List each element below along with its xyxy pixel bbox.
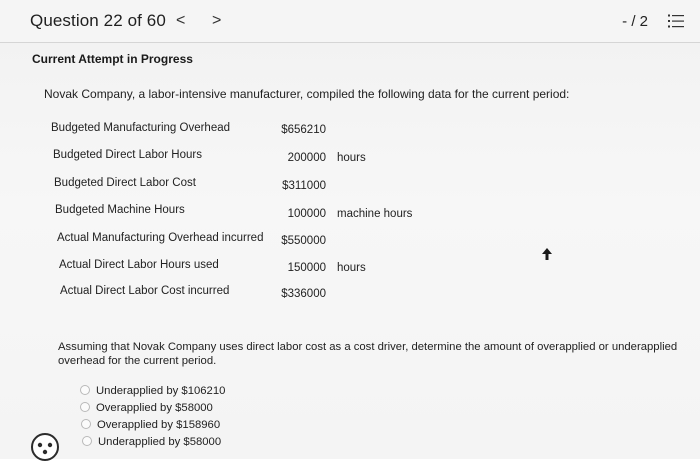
data-row-label: Budgeted Direct Labor Cost xyxy=(54,177,196,189)
answer-option-label: Underapplied by $106210 xyxy=(96,385,226,397)
answer-option-label: Overapplied by $58000 xyxy=(96,402,213,414)
radio-button[interactable] xyxy=(81,419,91,429)
mouse-pointer-icon xyxy=(542,248,552,260)
previous-question-button[interactable]: < xyxy=(176,12,186,29)
data-row-label: Budgeted Direct Labor Hours xyxy=(53,149,202,161)
attempt-status: Current Attempt in Progress xyxy=(32,52,193,66)
data-row-label: Actual Direct Labor Cost incurred xyxy=(60,285,230,297)
question-score: - / 2 xyxy=(622,13,648,30)
data-row-value: $336000 xyxy=(281,288,326,300)
radio-button[interactable] xyxy=(80,402,90,412)
data-row-value: 200000 xyxy=(287,152,326,164)
data-row-value: $550000 xyxy=(281,235,326,247)
data-row-label: Actual Direct Labor Hours used xyxy=(59,259,219,271)
data-row-unit: hours xyxy=(337,262,366,274)
question-list-icon[interactable] xyxy=(668,13,684,29)
answer-option-d[interactable] xyxy=(82,436,221,448)
data-row-label: Budgeted Manufacturing Overhead xyxy=(51,122,231,134)
data-row-unit: hours xyxy=(337,152,366,164)
answer-option-c[interactable] xyxy=(81,419,220,431)
data-row-value: $311000 xyxy=(282,180,326,192)
radio-button[interactable] xyxy=(80,385,90,395)
question-counter: Question 22 of 60 xyxy=(30,11,166,30)
data-row-value: 150000 xyxy=(287,262,326,274)
question-prompt: Assuming that Novak Company uses direct labor cost as a cost driver, determine the amount of overapplied or underapplied overhead for the current period. xyxy=(58,341,678,367)
answer-option-a[interactable] xyxy=(80,385,225,397)
radio-button[interactable] xyxy=(82,436,92,446)
data-row-unit: machine hours xyxy=(337,208,413,220)
data-row-label: Actual Manufacturing Overhead incurred xyxy=(57,232,264,244)
answer-option-b[interactable] xyxy=(80,402,213,414)
question-header xyxy=(0,0,700,43)
data-row-value: $656210 xyxy=(281,124,326,136)
data-row-label: Budgeted Machine Hours xyxy=(55,204,185,216)
data-row-value: 100000 xyxy=(287,208,326,220)
answer-option-label: Underapplied by $58000 xyxy=(98,436,222,448)
next-question-button[interactable]: > xyxy=(212,12,222,29)
help-assistant-icon[interactable] xyxy=(30,432,60,462)
problem-intro: Novak Company, a labor-intensive manufacturer, compiled the following data for the current period: xyxy=(44,87,570,101)
answer-option-label: Overapplied by $158960 xyxy=(97,419,221,431)
